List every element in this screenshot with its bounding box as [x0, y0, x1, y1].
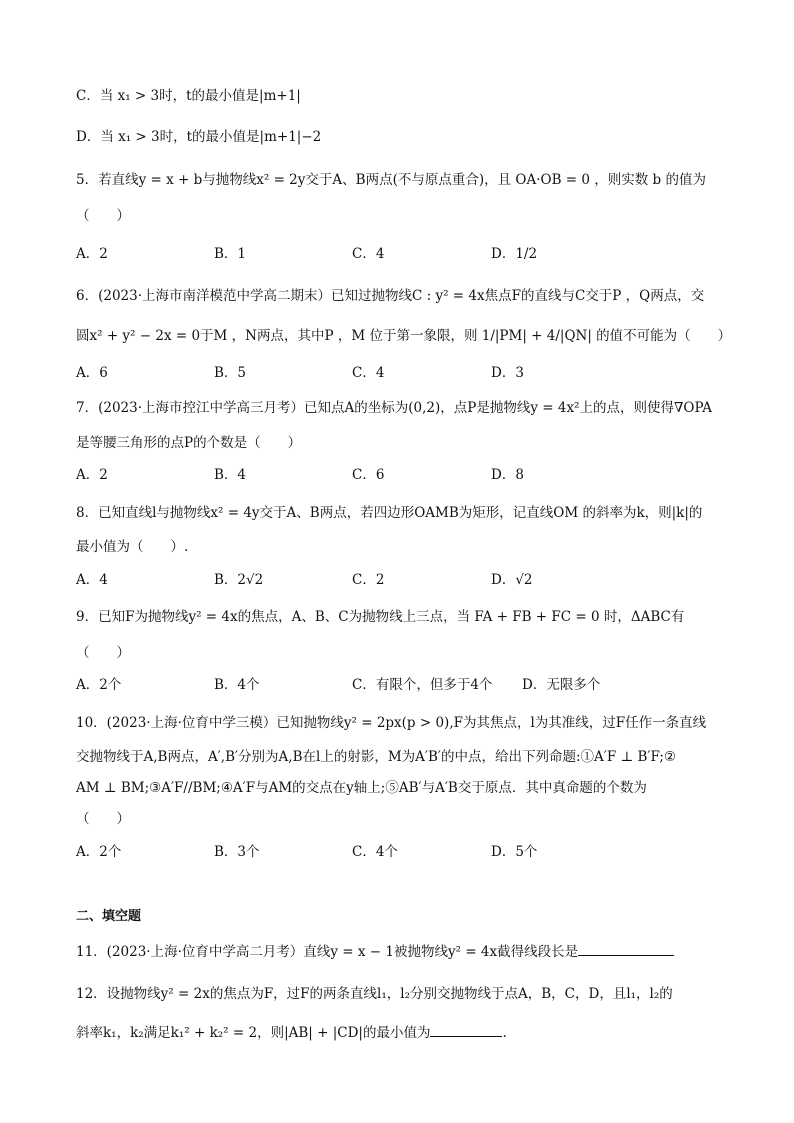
option-a: A．2个	[76, 844, 122, 860]
question-12-period: .	[502, 1025, 507, 1041]
answer-blank	[430, 1022, 502, 1037]
section-title-fill-in: 二、填空题	[76, 909, 142, 924]
option-a: A．6	[76, 365, 108, 381]
question-8-stem-2: 最小值为（ ）.	[76, 539, 189, 555]
option-d: D．√2	[491, 572, 533, 588]
option-d-text: D．当 x₁ > 3时，t的最小值是|m+1|−2	[76, 129, 322, 145]
question-10-bracket: （ ）	[76, 811, 130, 827]
question-8-stem: 8．已知直线l与抛物线x² = 4y交于A、B两点，若四边形OAMB为矩形，记直线OM 的斜率为k，则|k|的	[76, 505, 703, 521]
option-d: D．无限多个	[522, 677, 601, 693]
option-d: D．8	[491, 467, 524, 483]
question-6-stem: 6．(2023·上海市南洋模范中学高二期末）已知过抛物线C : y² = 4x焦点F的直线与C交于P ，Q两点，交	[76, 288, 705, 304]
option-c: C．4	[352, 365, 385, 381]
option-a: A．4	[76, 572, 108, 588]
option-b: B．2√2	[214, 572, 264, 588]
question-7-stem-2: 是等腰三角形的点P的个数是（ ）	[76, 435, 302, 451]
option-d: D．1/2	[491, 246, 538, 262]
question-5-stem: 5．若直线y = x + b与抛物线x² = 2y交于A、B两点(不与原点重合)，且 OA·OB = 0 ，则实数 b 的值为	[76, 172, 706, 188]
option-a: A．2	[76, 246, 108, 262]
question-6-stem-2: 圆x² + y² − 2x = 0于M ，N两点，其中P ，M 位于第一象限，则 1/|PM| + 4/|QN| 的值不可能为（ ）	[76, 328, 732, 344]
question-12-stem: 12．设抛物线y² = 2x的焦点为F，过F的两条直线l₁，l₂分别交抛物线于点A，B，C，D，且l₁，l₂的	[76, 986, 673, 1002]
option-d: D．3	[491, 365, 524, 381]
question-9-stem: 9．已知F为抛物线y² = 4x的焦点，A、B、C为抛物线上三点，当 FA + FB + FC = 0 时，ΔABC有	[76, 609, 685, 625]
question-10-stem-2: 交抛物线于A,B两点，A′,B′分别为A,B在l上的射影，M为A′B′的中点，给出下列命题:①A′F ⊥ B′F;②	[76, 749, 676, 765]
option-a: A．2	[76, 467, 108, 483]
option-b: B．4	[214, 467, 247, 483]
question-9-bracket: （ ）	[76, 645, 130, 661]
option-c: C．4个	[352, 844, 398, 860]
question-7-stem: 7．(2023·上海市控江中学高三月考）已知点A的坐标为(0,2)，点P是抛物线y = 4x²上的点，则使得∇OPA	[76, 400, 713, 416]
option-d: D．5个	[491, 844, 538, 860]
option-b: B．3个	[214, 844, 260, 860]
option-b: B．5	[214, 365, 247, 381]
option-a: A．2个	[76, 677, 122, 693]
question-12	[76, 1022, 754, 1044]
option-b: B．4个	[214, 677, 260, 693]
option-c: C．6	[352, 467, 385, 483]
option-c: C．有限个，但多于4个	[352, 677, 493, 693]
question-10-stem-3: AM ⊥ BM;③A′F//BM;④A′F与AM的交点在y轴上;⑤AB′与A′B交于原点．其中真命题的个数为	[76, 780, 647, 796]
option-b: B．1	[214, 246, 247, 262]
question-11-text: 11．(2023·上海·位育中学高二月考）直线y = x − 1被抛物线y² = 4x截得线段长是	[76, 944, 579, 960]
question-5-bracket: （ ）	[76, 208, 130, 224]
question-12-text: 斜率k₁，k₂满足k₁² + k₂² = 2，则|AB| + |CD|的最小值为	[76, 1025, 431, 1041]
question-10-stem: 10．(2023·上海·位育中学三模）已知抛物线y² = 2px(p > 0),F为其焦点，l为其准线，过F任作一条直线	[76, 715, 707, 731]
question-11	[76, 941, 754, 963]
option-c: C．4	[352, 246, 385, 262]
option-c-text: C．当 x₁ > 3时，t的最小值是|m+1|	[76, 88, 301, 104]
answer-blank	[578, 941, 674, 956]
option-c: C．2	[352, 572, 385, 588]
